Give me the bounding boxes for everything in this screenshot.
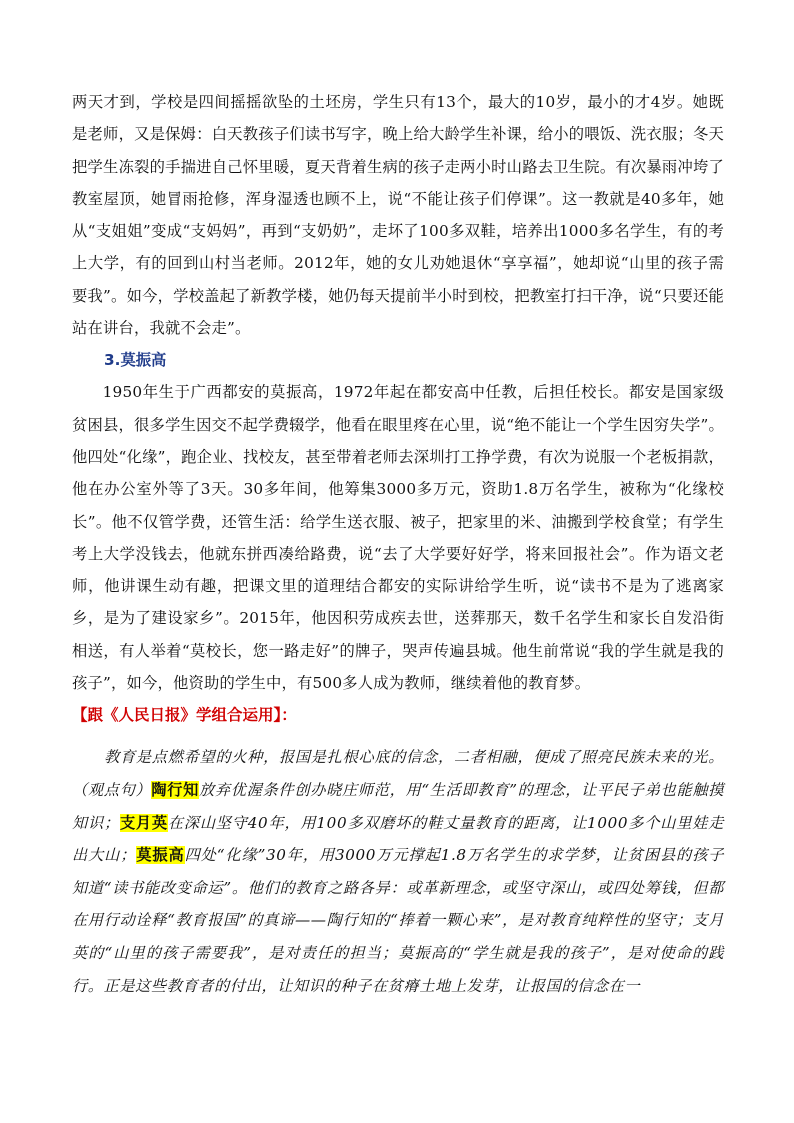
intro-paragraph: 两天才到，学校是四间摇摇欲坠的土坯房，学生只有13个，最大的10岁，最小的才4岁。她既是老师，又是保姆：白天教孩子们读书写字，晚上给大龄学生补课，给小的喂饭、洗衣服；冬天把学生冻裂的手揣进自己怀里暖，夏天背着生病的孩子走两小时山路去卫生院。有次暴雨冲垮了教室屋顶，她冒雨抢修，浑身湿透也顾不上，说“不能让孩子们停课”。这一教就是40多年，她从“支姐姐”变成“支妈妈”，再到“支奶奶”，走坏了100多双鞋，培养出1000多名学生，有的考上大学，有的回到山村当老师。2012年，她的女儿劝她退休“享享福”，她却说“山里的孩子需要我”。如今，学校盖起了新教学楼，她仍每天提前半小时到校，把教室打扫干净，说“只要还能站在讲台，我就不会走”。 (72, 93, 724, 338)
combo-segment-4: 四处“化缘”30年，用3000万元撑起1.8万名学生的求学梦，让贫困县的孩子知道“读书能改变命运”。他们的教育之路各异：或革新理念，或坚守深山，或四处筹钱，但都在用行动诠释“教育报国”的真谛——陶行知的“捧着一颗心来”，是对教育纯粹性的坚守；支月英的“山里的孩子需要我”，是对责任的担当；莫振高的“学生就是我的孩子”，是对使命的践行。正是这些教育者的付出，让知识的种子在贫瘠土地上发芽，让报国的信念在一 (72, 846, 724, 995)
section-title-mo-zhengao: 3.莫振高 (104, 351, 167, 370)
combo-segment-3: 在深山坚守40年，用100多双磨坏的鞋丈量教育的距离，让1000多个山里娃走出大山； (72, 813, 724, 865)
highlighted-name-tao-xingzhi: 陶行知 (151, 780, 200, 799)
highlighted-name-mo-zhengao: 莫振高 (136, 846, 185, 865)
combo-heading: 【跟《人民日报》学组合运用】： (72, 706, 297, 725)
section-body-mo-zhengao: 1950年生于广西都安的莫振高，1972年起在都安高中任教，后担任校长。都安是国家级贫困县，很多学生因交不起学费辍学，他看在眼里疼在心里，说“绝不能让一个学生因穷失学”。他四处“化缘”，跑企业、找校友，甚至带着老师去深圳打工挣学费，有次为说服一个老板捐款，他在办公室外等了3天。30多年间，他筹集3000多万元，资助1.8万名学生，被称为“化缘校长”。他不仅管学费，还管生活：给学生送衣服、被子，把家里的米、油搬到学校食堂；有学生考上大学没钱去，他就东拼西凑给路费，说“去了大学要好好学，将来回报社会”。作为语文老师，他讲课生动有趣，把课文里的道理结合都安的实际讲给学生听，说“读书不是为了逃离家乡，是为了建设家乡”。2015年，他因积劳成疾去世，送葬那天，数千名学生和家长自发沿街相送，有人举着“莫校长，您一路走好”的牌子，哭声传遍县城。他生前常说“我的学生就是我的孩子”，如今，他资助的学生中，有500多人成为教师，继续着他的教育梦。 (72, 383, 724, 693)
combo-segment-1: 教育是点燃希望的火种，报国是扎根心底的信念，二者相融，便成了照亮民族未来的光。（观点句） (72, 748, 724, 799)
combo-paragraph (72, 741, 724, 1002)
combo-segment-2: 放弃优渥条件创办晓庄师范，用“生活即教育”的理念，让平民子弟也能触摸知识； (72, 780, 724, 832)
highlighted-name-zhi-yueying: 支月英 (119, 813, 168, 832)
document-page (72, 86, 724, 1002)
